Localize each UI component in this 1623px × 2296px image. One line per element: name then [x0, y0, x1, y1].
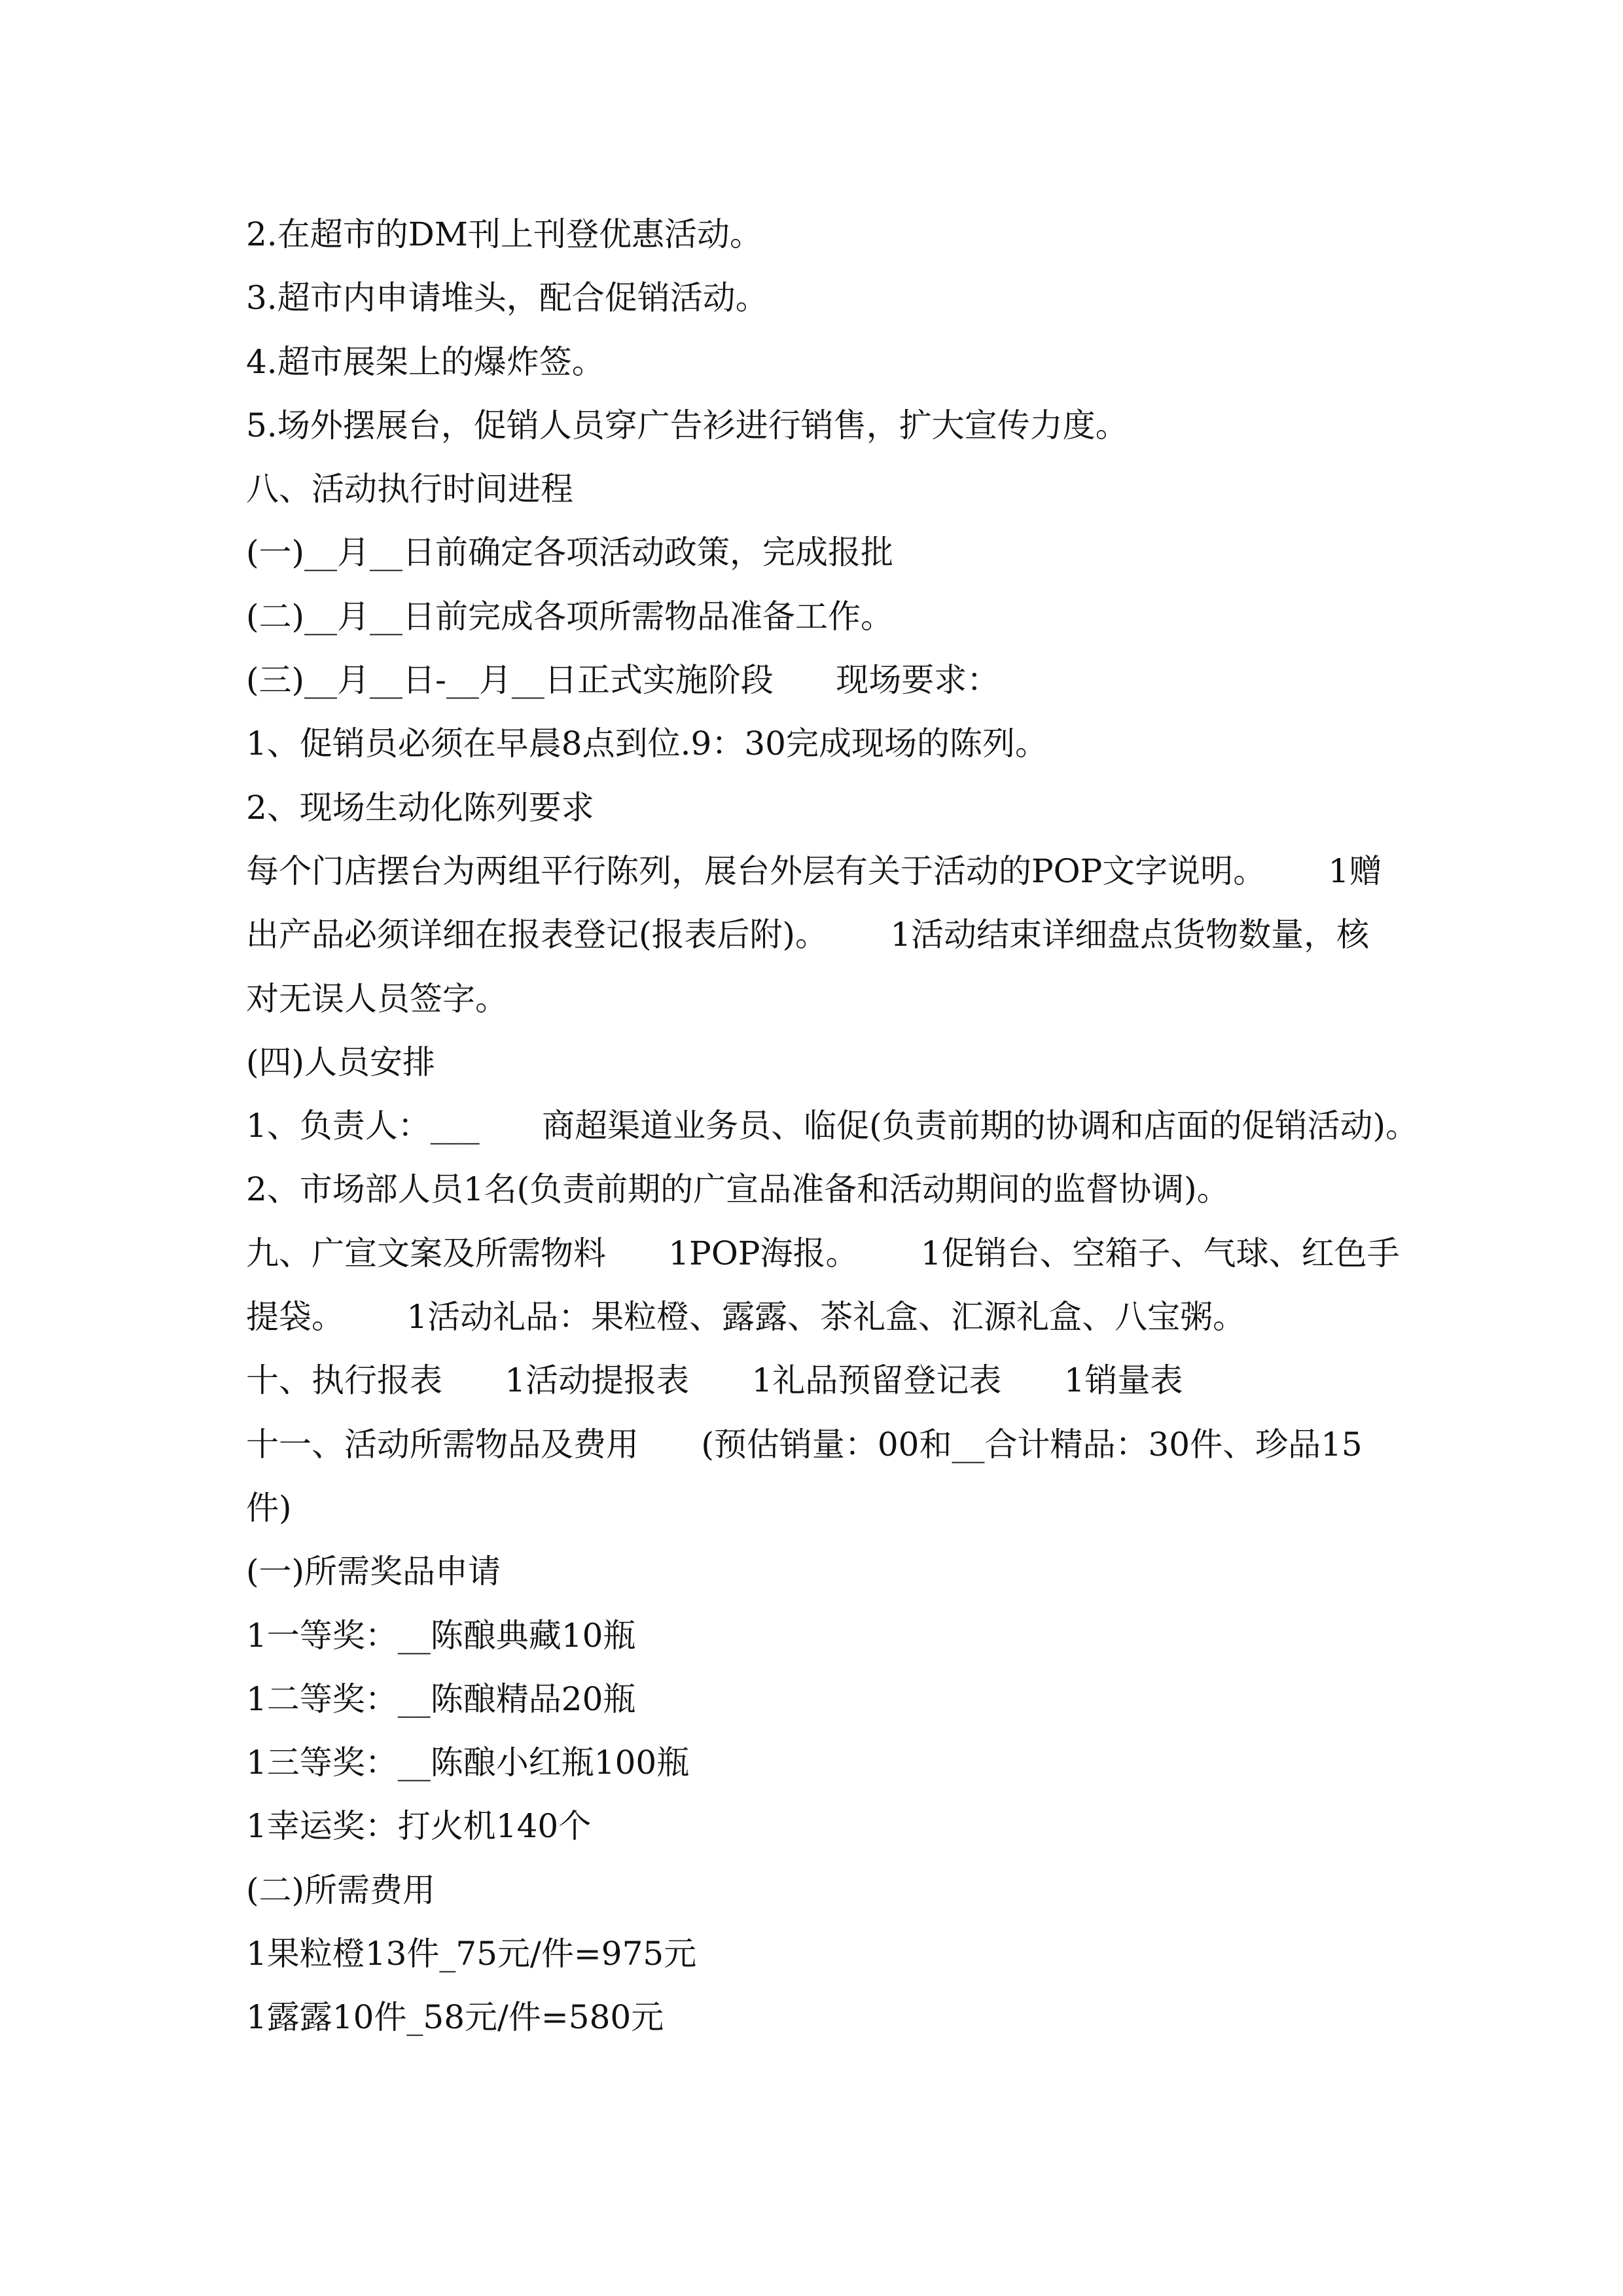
section-heading: 九、广宣文案及所需物料 1POP海报。 1促销台、空箱子、气球、红色手: [246, 1234, 1400, 1272]
list-item: 1果粒橙13件_75元/件=975元: [246, 1935, 697, 1973]
section-heading: 十一、活动所需物品及费用 (预估销量：00和__合计精品：30件、珍品15: [246, 1425, 1363, 1463]
document-body: [246, 203, 1424, 2050]
section-heading: 八、活动执行时间进程: [246, 470, 573, 509]
body-line: 3.超市内申请堆头，配合促销活动。: [246, 279, 768, 317]
body-line: 5.场外摆展台，促销人员穿广告衫进行销售，扩大宣传力度。: [246, 406, 1128, 444]
list-item: 1幸运奖：打火机140个: [246, 1807, 592, 1846]
body-line: 件): [246, 1488, 292, 1527]
body-line: (一)__月__日前确定各项活动政策，完成报批: [246, 533, 894, 572]
body-line: 2、市场部人员1名(负责前期的广宣品准备和活动期间的监督协调)。: [246, 1170, 1230, 1209]
list-item: 1一等奖：__陈酿典藏10瓶: [246, 1616, 636, 1655]
body-line: 提袋。 1活动礼品：果粒橙、露露、茶礼盒、汇源礼盒、八宝粥。: [246, 1298, 1246, 1336]
subsection-heading: (一)所需奖品申请: [246, 1552, 501, 1591]
body-line: 对无误人员签字。: [246, 979, 508, 1018]
subsection-heading: (四)人员安排: [246, 1043, 436, 1081]
list-item: 1二等奖：__陈酿精品20瓶: [246, 1679, 636, 1718]
list-item: 1露露10件_58元/件=580元: [246, 1998, 664, 2037]
subsection-heading: (二)所需费用: [246, 1871, 436, 1909]
body-line: 4.超市展架上的爆炸签。: [246, 342, 605, 381]
body-line: 出产品必须详细在报表登记(报表后附)。 1活动结束详细盘点货物数量，核: [246, 916, 1370, 954]
section-heading: 十、执行报表 1活动提报表 1礼品预留登记表 1销量表: [246, 1361, 1183, 1400]
body-line: 1、促销员必须在早晨8点到位.9：30完成现场的陈列。: [246, 725, 1048, 763]
body-line: 每个门店摆台为两组平行陈列，展台外层有关于活动的POP文字说明。 1赠: [246, 852, 1382, 890]
body-line: 1、负责人：___ 商超渠道业务员、临促(负责前期的协调和店面的促销活动)。: [246, 1107, 1419, 1145]
list-item: 1三等奖：__陈酿小红瓶100瓶: [246, 1744, 690, 1782]
body-line: 2、现场生动化陈列要求: [246, 788, 594, 827]
body-line: 2.在超市的DM刊上刊登优惠活动。: [246, 215, 762, 253]
body-line: (二)__月__日前完成各项所需物品准备工作。: [246, 597, 894, 636]
body-line: (三)__月__日-__月__日正式实施阶段 现场要求：: [246, 661, 1000, 700]
